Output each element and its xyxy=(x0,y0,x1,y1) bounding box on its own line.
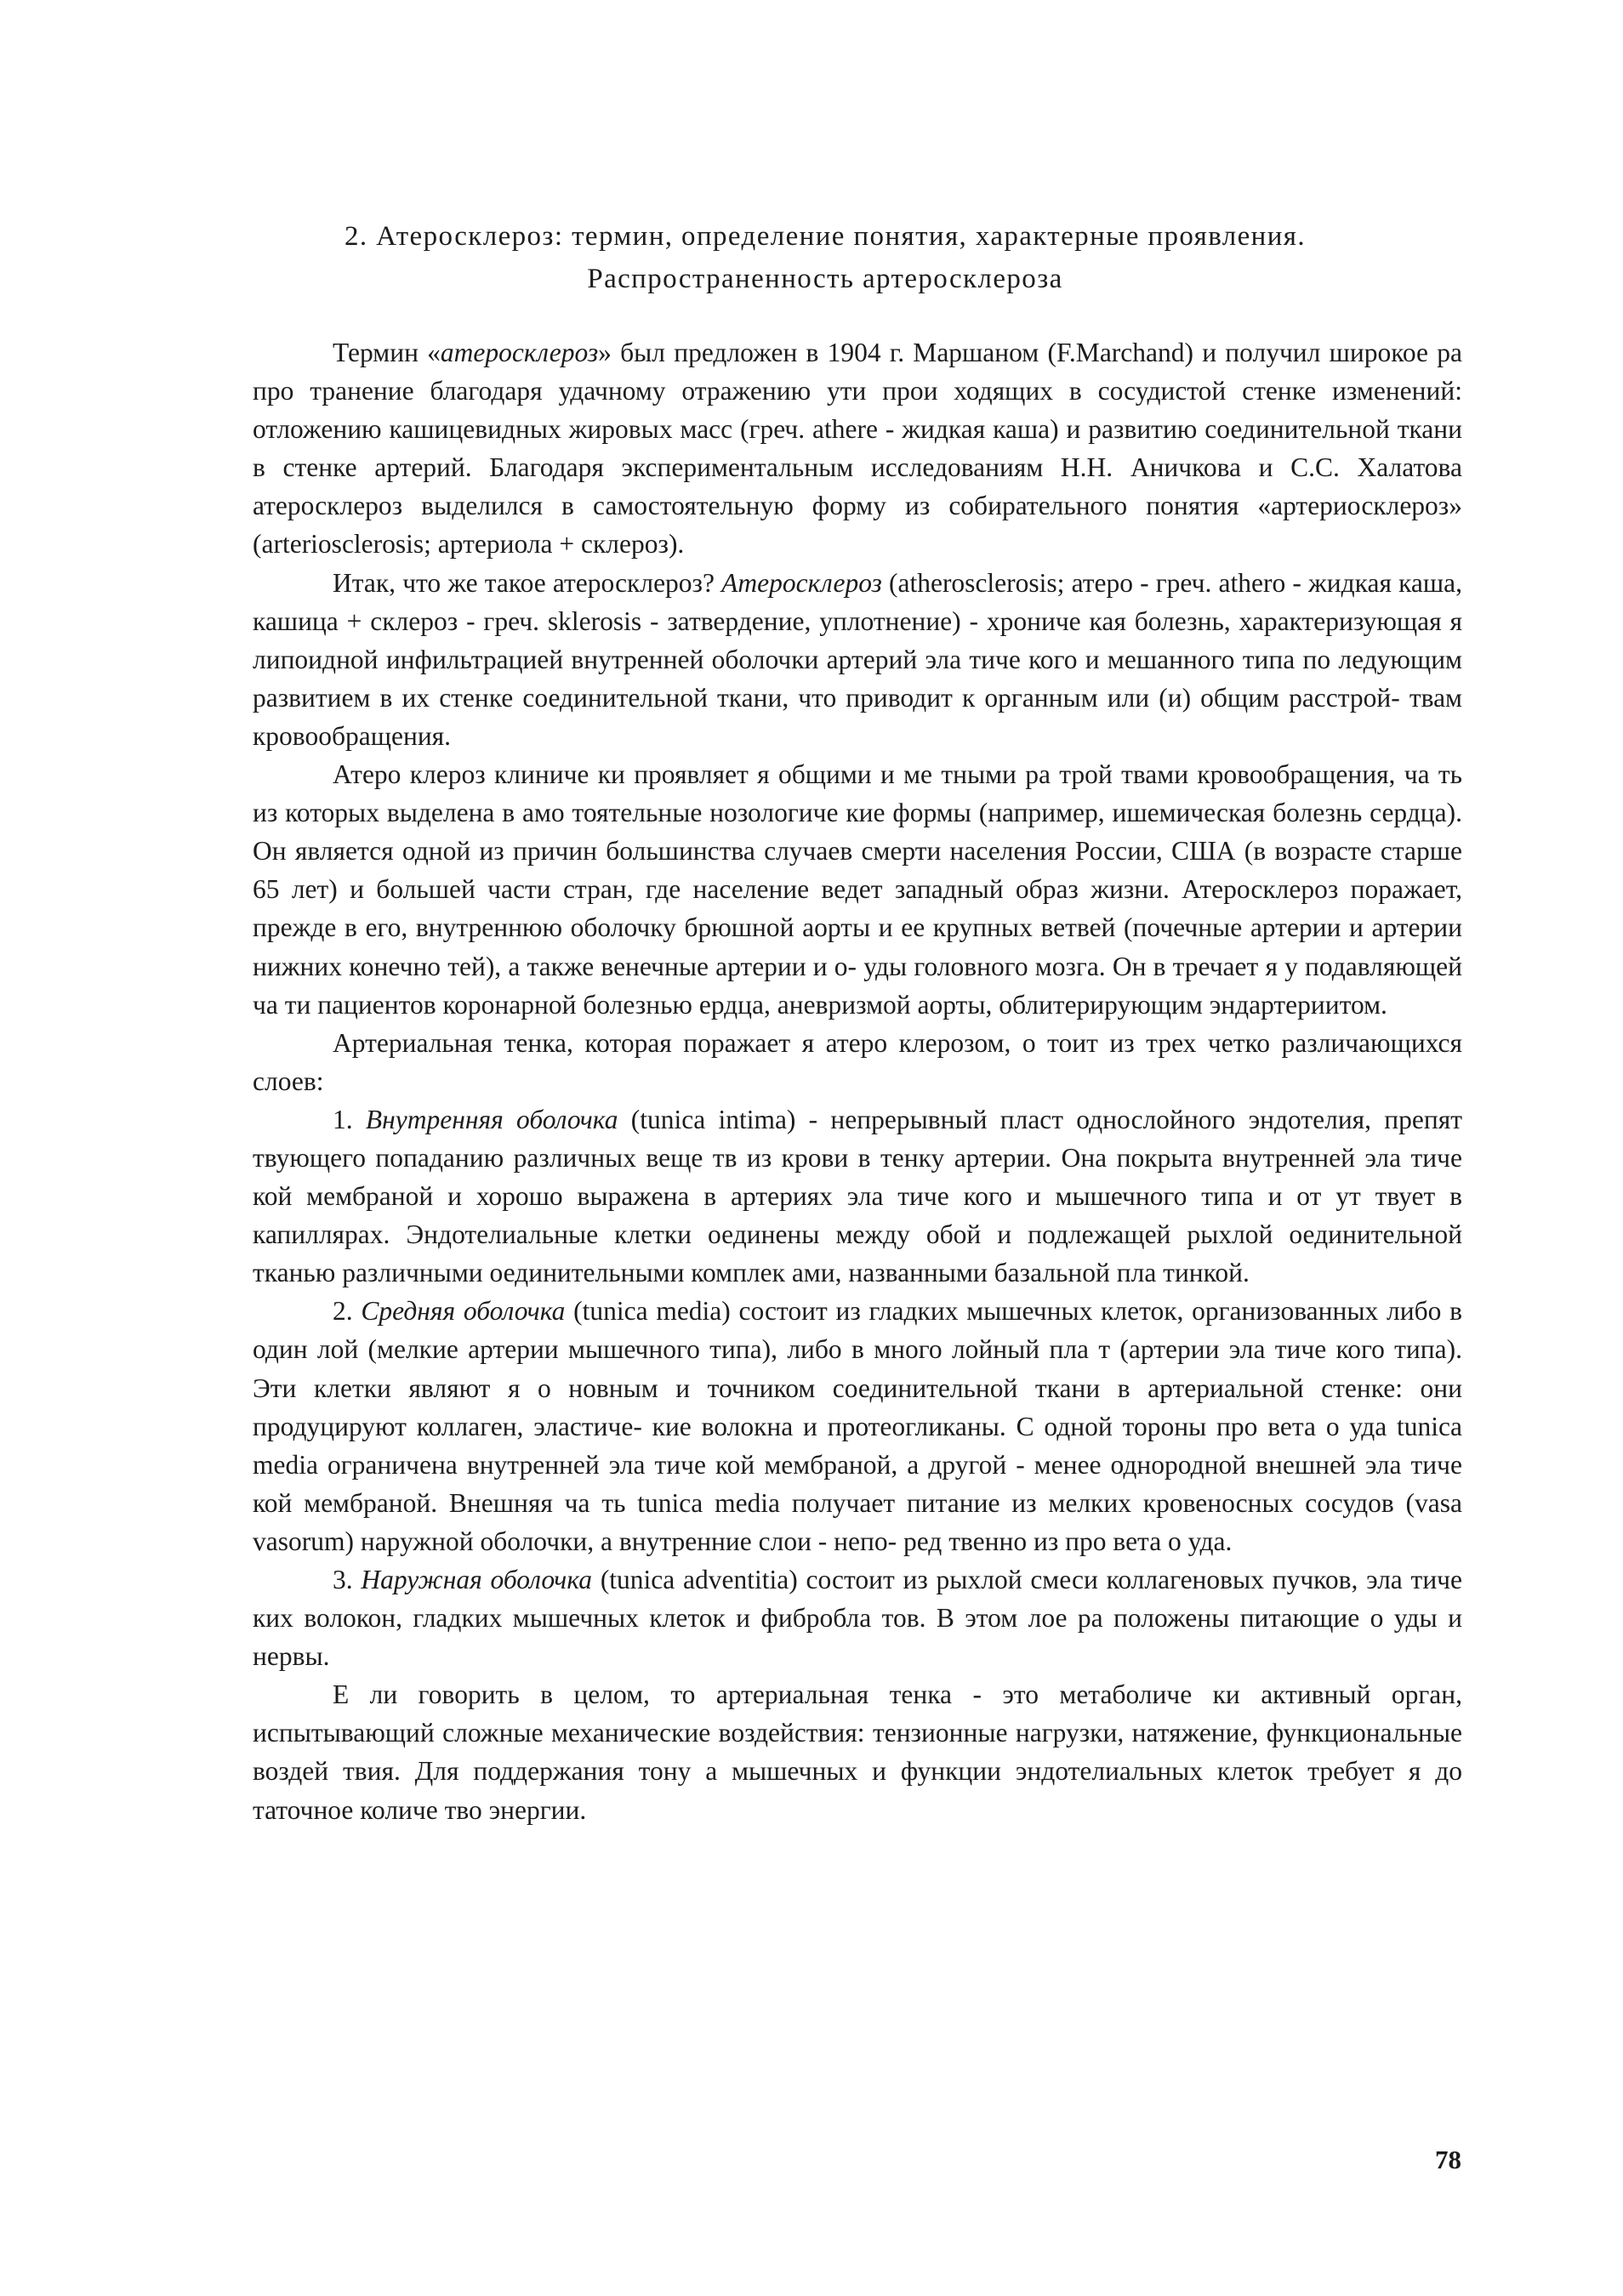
paragraph-body: (atherosclerosis; атеро - греч. athero - жидкая каша, кашица + склероз - греч. sklerosis - затвердение, уплотнение) - хрониче кая болезнь, характеризующая я липоидной инфильтрацией внутренней оболочки артерий эла тиче кого и мешанного типа по ледующим развитием в их стенке соединительной ткани, что приводит к органным или (и) общим расстрой- твам кровообращения. xyxy=(253,567,1462,751)
paragraph-lead: Итак, что же такое атеросклероз? xyxy=(333,567,722,598)
paragraph-body: (tunica adventitia) состоит из рыхлой смеси коллагеновых пучков, эла тиче ких волокон, гладких мышечных клеток и фибробла тов. В этом лое ра положены питающие о уды и нервы. xyxy=(253,1565,1463,1672)
section-heading-line-1: 2. Атеросклероз: термин, определение понятия, характерные проявления. xyxy=(344,221,1307,252)
paragraph xyxy=(253,1024,1462,1100)
paragraph xyxy=(253,1100,1462,1292)
paragraph xyxy=(253,1292,1462,1560)
paragraph xyxy=(253,333,1462,564)
paragraph-lead: Термин « xyxy=(333,338,441,367)
paragraph-body: Е ли говорить в целом, то артериальная тенка - это метаболиче ки активный орган, испытывающий сложные механические воздействия: тензионные нагрузки, натяжение, функциональные воздей твия. Для поддержания тону а мышечных и функции эндотелиальных клеток требует я до таточное количе тво энергии. xyxy=(253,1679,1462,1825)
italic-term: Атеросклероз xyxy=(721,567,882,598)
paragraph-body: Атеро клероз клиниче ки проявляет я общими и ме тными ра трой твами кровообращения, ча ть из которых выделена в амо тоятельные нозологиче кие формы (например, ишемическая болезнь сердца). Он является одной из причин большинства случаев смерти населения России, США (в возрасте старше 65 лет) и большей части стран, где население ведет западный образ жизни. Атеросклероз поражает, прежде в его, внутреннюю оболочку брюшной аорты и ее крупных ветвей (почечные артерии и артерии нижних конечно тей), а также венечные артерии и о- уды головного мозга. Он в тречает я у подавляющей ча ти пациентов коронарной болезнью ердца, аневризмой аорты, облитерирующим эндартериитом. xyxy=(253,759,1462,1020)
italic-term: атеросклероз xyxy=(440,338,599,367)
body-text xyxy=(253,333,1462,1829)
section-heading xyxy=(255,215,1395,300)
paragraph-body: » был предложен в 1904 г. Маршаном (F.Marchand) и получил широкое ра про транение благодаря удачному отражению ути прои ходящих в сосудистой стенке изменений: отложению кашицевидных жировых масс (греч. athere - жидкая каша) и развитию соединительной ткани в стенке артерий. Благодаря экспериментальным исследованиям Н.Н. Аничкова и С.С. Халатова атеросклероз выделился в самостоятельную форму из собирательного понятия «артериосклероз» (arteriosclerosis; артериола + склероз). xyxy=(253,338,1462,560)
paragraph-body: (tunica intima) - непрерывный пласт однослойного эндотелия, препят твующего попаданию различных веще тв из крови в тенку артерии. Она покрыта внутренней эла тиче кой мембраной и хорошо выражена в артериях эла тиче кого и мышечного типа и от ут твует в капиллярах. Эндотелиальные клетки оединены между обой и подлежащей рыхлой оединительной тканью различными оединительными комплек ами, названными базальной пла тинкой. xyxy=(253,1104,1462,1288)
paragraph-lead: 1. xyxy=(333,1104,366,1134)
page-number: 78 xyxy=(1435,2145,1461,2174)
paragraph-body: (tunica media) состоит из гладких мышечных клеток, организованных либо в один лой (мелкие артерии мышечного типа), либо в много лойный пла т (артерии эла тиче кого типа). Эти клетки являют я о новным и точником соединительной ткани в артериальной стенке: они продуцируют коллаген, эластиче- кие волокна и протеогликаны. С одной тороны про вета о уда tunica media ограничена внутренней эла тиче кой мембраной, а другой - менее однородной внешней эла тиче кой мембраной. Внешняя ча ть tunica media получает питание из мелких кровеносных сосудов (vasa vasorum) наружной оболочки, а внутренние слои - непо- ред твенно из про вета о уда. xyxy=(253,1296,1462,1556)
paragraph xyxy=(253,1675,1462,1828)
paragraph-lead: 3. xyxy=(333,1565,362,1594)
italic-term: Внутренняя оболочка xyxy=(365,1104,618,1134)
section-heading-line-2: Распространенность артеросклероза xyxy=(587,264,1063,294)
paragraph xyxy=(253,1560,1462,1675)
italic-term: Наружная оболочка xyxy=(361,1565,593,1594)
paragraph xyxy=(253,755,1462,1024)
italic-term: Средняя оболочка xyxy=(361,1296,566,1327)
paragraph-body: Артериальная тенка, которая поражает я атеро клерозом, о тоит из трех четко различающихся слоев: xyxy=(253,1027,1462,1096)
paragraph-lead: 2. xyxy=(333,1296,362,1327)
paragraph xyxy=(253,564,1462,755)
